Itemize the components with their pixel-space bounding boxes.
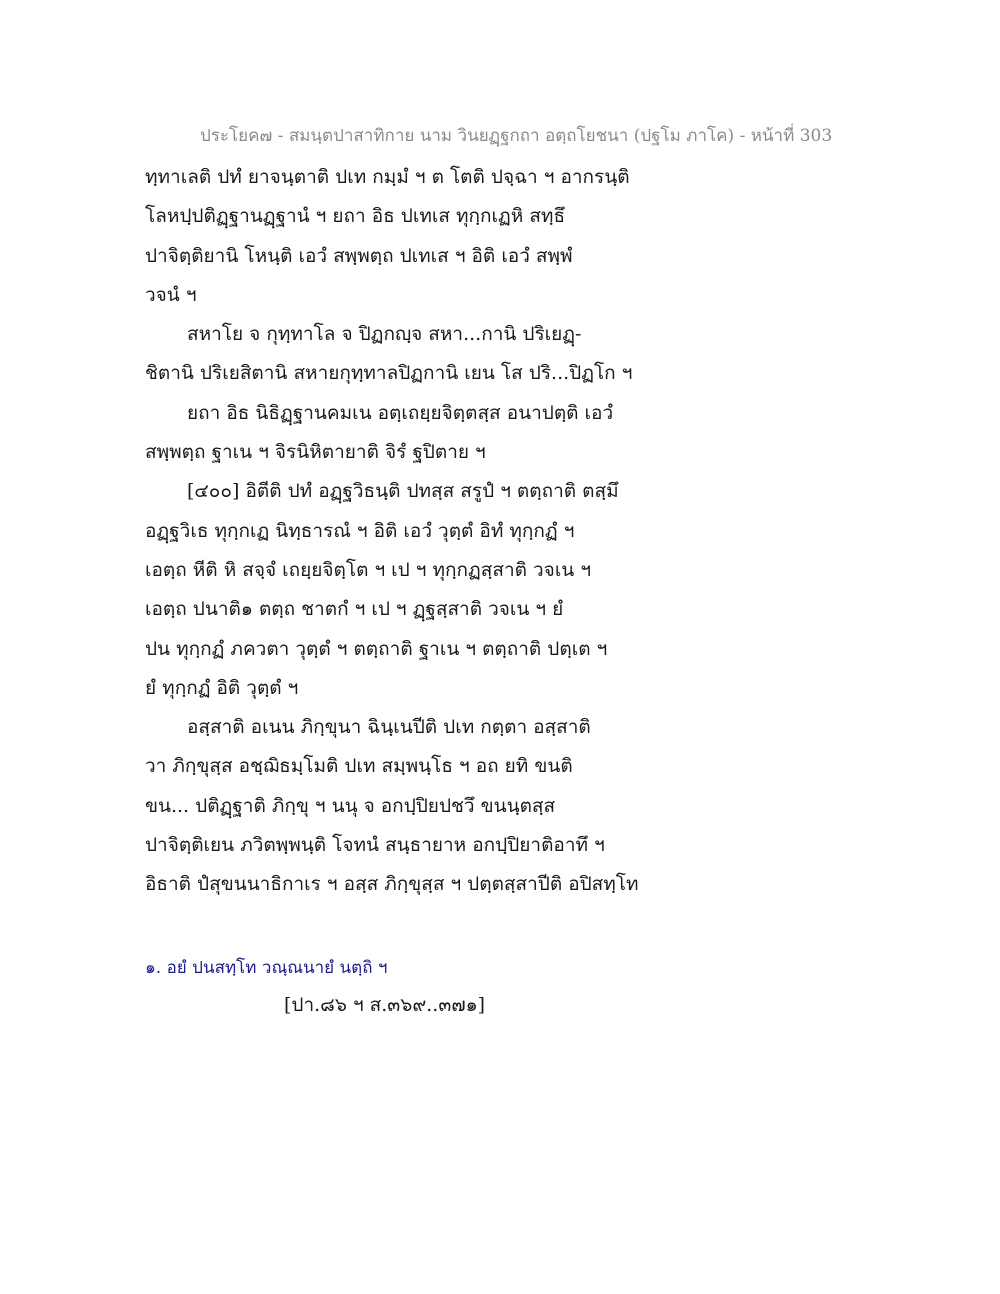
text-line: อสฺสาติ อเนน ภิกฺขุนา ฉินฺเนปีติ ปเท กตฺตา อสฺสาติ — [187, 716, 591, 739]
text-line: ปาจิตฺติยานิ โหนฺติ เอวํ สพฺพตฺถ ปเทเส ฯ อิติ เอวํ สพฺพํ — [145, 244, 573, 267]
text-line: อิธาติ ปํสุขนนาธิกาเร ฯ อสฺส ภิกฺขุสฺส ฯ ปตฺตสฺสาปีติ อปิสทฺโท — [145, 873, 639, 896]
text-line: วา ภิกฺขุสฺส อชฺฌิธมฺโมติ ปเท สมฺพนฺโธ ฯ อถ ยทิ ขนติ — [145, 755, 573, 778]
text-line: ทฺทาเลติ ปทํ ยาจนฺตาติ ปเท กมฺมํ ฯ ต โตติ ปจฺฉา ฯ อากรนฺติ — [145, 166, 630, 188]
text-line: ชิตานิ ปริเยสิตานิ สหายกุทฺทาลปิฏกานิ เยน โส ปริ...ปิฏโก ฯ — [145, 362, 633, 385]
page-header: ประโยค๗ - สมนฺตปาสาทิกาย นาม วินยฏฺฐกถา อตฺถโยชนา (ปฐโม ภาโค) - หน้าที่ 303 — [200, 126, 833, 146]
text-line: เอตฺถ ปนาติ๑ ตตฺถ ชาตกํ ฯ เป ฯ ฏฺฐสฺสาติ วจเน ฯ ยํ — [145, 598, 564, 621]
body-text — [145, 158, 865, 905]
text-line: สหาโย จ กุทฺทาโล จ ปิฏกญฺจ สหา...กานิ ปริเยฏฺ- — [187, 323, 582, 346]
text-line: สพฺพตฺถ ฐาเน ฯ จิรนิหิตายาติ จิรํ ฐปิตาย ฯ — [145, 441, 486, 464]
text-line: ขน... ปติฏฺฐาติ ภิกฺขุ ฯ นนุ จ อกปฺปิยปชวึ ขนนฺตสฺส — [145, 794, 556, 817]
text-line: ยํ ทุกฺกฏํ อิติ วุตฺตํ ฯ — [145, 676, 299, 699]
text-line: ปน ทุกฺกฏํ ภควตา วุตฺตํ ฯ ตตฺถาติ ฐาเน ฯ ตตฺถาติ ปตฺเต ฯ — [145, 637, 608, 660]
text-line: ยถา อิธ นิธิฏฺฐานคมเน อตฺเถยฺยจิตฺตสฺส อนาปตฺติ เอวํ — [187, 401, 614, 424]
text-line: วจนํ ฯ — [145, 283, 197, 306]
footnote: ๑. อยํ ปนสทฺโท วณฺณนายํ นตฺถิ ฯ — [145, 958, 388, 978]
text-line: เอตฺถ หีติ หิ สจฺจํ เถยฺยจิตฺโต ฯ เป ฯ ทุกฺกฏสฺสาติ วจเน ฯ — [145, 558, 592, 581]
page-reference: [ปา.๘๖ ฯ ส.๓๖๙..๓๗๑] — [284, 994, 486, 1016]
text-line: [๔๐๐] อิตีติ ปทํ อฏฺฐวิธนฺติ ปทสฺส สรูปํ ฯ ตตฺถาติ ตสฺมึ — [187, 480, 619, 503]
text-line: อฏฺฐวิเธ ทุกฺกเฏ นิทฺธารณํ ฯ อิติ เอวํ วุตฺตํ อิทํ ทุกฺกฏํ ฯ — [145, 519, 575, 542]
text-line: ปาจิตฺติเยน ภวิตพฺพนฺติ โจทนํ สนฺธายาห อกปฺปิยาติอาทึ ฯ — [145, 834, 605, 857]
text-line: โลหปฺปติฏฺฐานฏฺฐานํ ฯ ยถา อิธ ปเทเส ทุกฺกเฏหิ สทฺธึ — [145, 205, 566, 228]
